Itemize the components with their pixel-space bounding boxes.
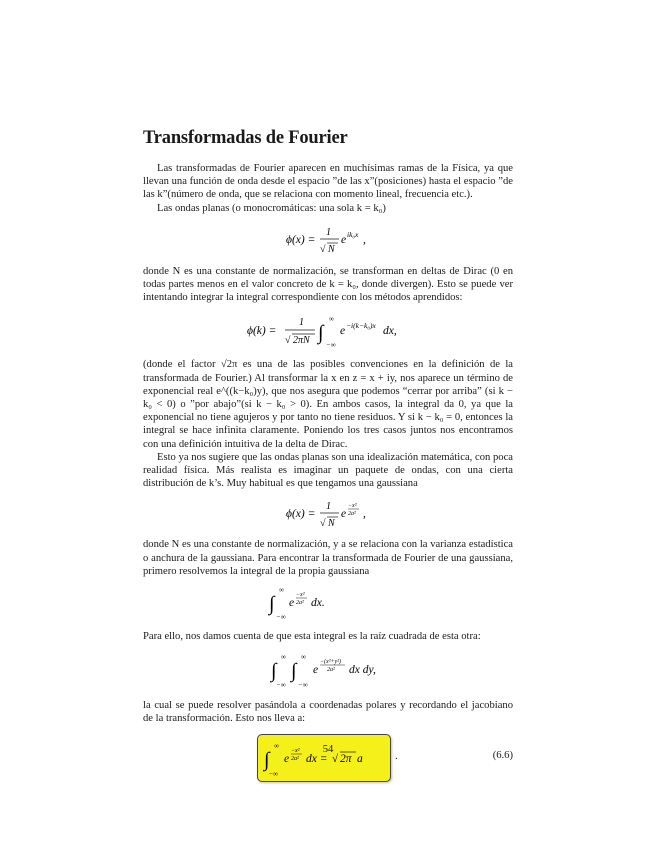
svg-text:dx.: dx. — [311, 597, 325, 610]
svg-text:−∞: −∞ — [326, 341, 336, 349]
svg-text:−∞: −∞ — [298, 681, 308, 690]
equation-period: . — [395, 749, 398, 762]
svg-text:ϕ(x) =: ϕ(x) = — [286, 233, 316, 246]
paragraph-dirac: (donde el factor √2π es una de las posibles convenciones en la definición de la transformada de Fourier.) Al transformar la x en z = x + iy, nos aparece un término de exponencial real e^((k−k₀)y), que nos asegura que podemos “cerrar por arriba” (si k − k₀ < 0) o ”por abajo”(si k − k₀ > 0). En ambos casos, la integral da 0, ya que la exponencial no tiene agujeros y por tanto no tiene residuos. Y si k − k₀ = 0, entonces la integral se hace infinita claramente. Poniendo los tres casos juntos nos encontramos con una definición intuitiva de la delta de Dirac. — [143, 359, 513, 450]
svg-text:dx =: dx = — [306, 752, 328, 765]
svg-text:−x²: −x² — [296, 592, 305, 599]
svg-text:ik₀x: ik₀x — [347, 229, 359, 239]
svg-text:−x²: −x² — [291, 747, 300, 754]
svg-text:a: a — [357, 752, 363, 765]
paragraph-normalization: donde N es una constante de normalización, se transforman en deltas de Dirac (0 en todas partes menos en el valor concreto de k = k₀, donde divergen). Esto se puede ver intentando integrar la integral correspondiente con los métodos aprendidos: — [143, 265, 513, 304]
document-page — [143, 128, 513, 786]
svg-text:∞: ∞ — [281, 653, 286, 662]
svg-text:1: 1 — [326, 226, 331, 238]
section-title: Transformadas de Fourier — [143, 128, 348, 148]
page-number: 54 — [322, 744, 334, 755]
paragraph-gaussian-desc: donde N es una constante de normalización, y a se relaciona con la varianza estadística o anchura de la gaussiana. Para encontrar la transformada de Fourier de una gaussiana, primero resolvemos la integral de la propia gaussiana — [143, 539, 513, 577]
svg-text:∫: ∫ — [318, 322, 324, 345]
svg-text:N: N — [328, 518, 335, 530]
svg-text:e: e — [289, 597, 295, 610]
equation-result-row — [143, 734, 513, 786]
svg-text:ϕ(x) =: ϕ(x) = — [286, 508, 316, 521]
svg-text:1: 1 — [299, 317, 304, 329]
equation-gaussian-integral — [143, 584, 513, 620]
svg-text:−(x²+y²): −(x²+y²) — [320, 659, 342, 666]
svg-text:e: e — [313, 664, 319, 677]
svg-text:∫: ∫ — [271, 660, 277, 683]
svg-text:N: N — [328, 243, 335, 255]
svg-text:2πN: 2πN — [293, 335, 310, 347]
equation-gaussian — [143, 496, 513, 530]
svg-text:e: e — [341, 233, 347, 246]
svg-text:∫: ∫ — [269, 593, 275, 616]
svg-text:∫: ∫ — [264, 748, 270, 771]
equation-plane-wave — [143, 221, 513, 257]
svg-text:−∞: −∞ — [276, 613, 286, 621]
svg-text:2π: 2π — [340, 752, 352, 765]
svg-text:∞: ∞ — [329, 315, 334, 324]
svg-text:ϕ(k) =: ϕ(k) = — [247, 325, 277, 338]
svg-text:−∞: −∞ — [276, 681, 286, 690]
svg-text:∞: ∞ — [279, 586, 284, 595]
equation-double-integral — [143, 649, 513, 689]
svg-text:−x²: −x² — [348, 503, 357, 510]
svg-text:1: 1 — [326, 501, 331, 513]
svg-text:dx dy,: dx dy, — [349, 664, 376, 677]
svg-text:√: √ — [332, 752, 339, 765]
paragraph-plane-waves: Las ondas planas (o monocromáticas: una sola k = k₀) — [157, 202, 386, 214]
svg-text:−∞: −∞ — [269, 769, 278, 778]
svg-text:,: , — [363, 233, 366, 246]
svg-text:e: e — [340, 325, 346, 338]
paragraph-wave-packet: Esto ya nos sugiere que las ondas planas son una idealización matemática, con poca realidad física. Más realista es imaginar un paquete de ondas, con una cierta distribución de k’s. Muy habitual es que tengamos una gaussiana — [143, 451, 513, 490]
paragraph-polar: la cual se puede resolver pasándola a coordenadas polares y recordando el jacobiano de la transformación. Esto nos lleva a: — [143, 700, 513, 725]
svg-text:∞: ∞ — [301, 653, 306, 662]
svg-text:e: e — [341, 508, 347, 521]
paragraph-square-root: Para ello, nos damos cuenta de que esta integral es la raíz cuadrada de esta otra: — [143, 631, 481, 643]
paragraph-intro: Las transformadas de Fourier aparecen en muchísimas ramas de la Física, ya que llevan una función de onda desde el espacio ”de las x”(posiciones) hasta el espacio ”de las k”(número de onda, que se relaciona con momento lineal, frecuencia etc.). — [143, 163, 513, 201]
equation-number: (6.6) — [492, 749, 513, 761]
svg-text:2a²: 2a² — [291, 755, 299, 762]
highlighted-equation-box — [257, 734, 391, 782]
svg-text:2a²: 2a² — [348, 511, 356, 518]
svg-text:√: √ — [320, 243, 326, 255]
svg-text:2a²: 2a² — [327, 667, 335, 674]
svg-text:,: , — [363, 508, 366, 521]
svg-text:2a²: 2a² — [296, 600, 304, 607]
equation-fourier-plane-wave — [143, 312, 513, 348]
svg-text:√: √ — [320, 518, 326, 530]
svg-text:∫: ∫ — [291, 660, 297, 683]
svg-text:∞: ∞ — [274, 741, 279, 750]
svg-text:dx,: dx, — [383, 325, 397, 338]
svg-text:√: √ — [285, 335, 291, 347]
svg-text:−i(k−k₀)x: −i(k−k₀)x — [346, 321, 376, 331]
svg-text:e: e — [284, 752, 290, 765]
